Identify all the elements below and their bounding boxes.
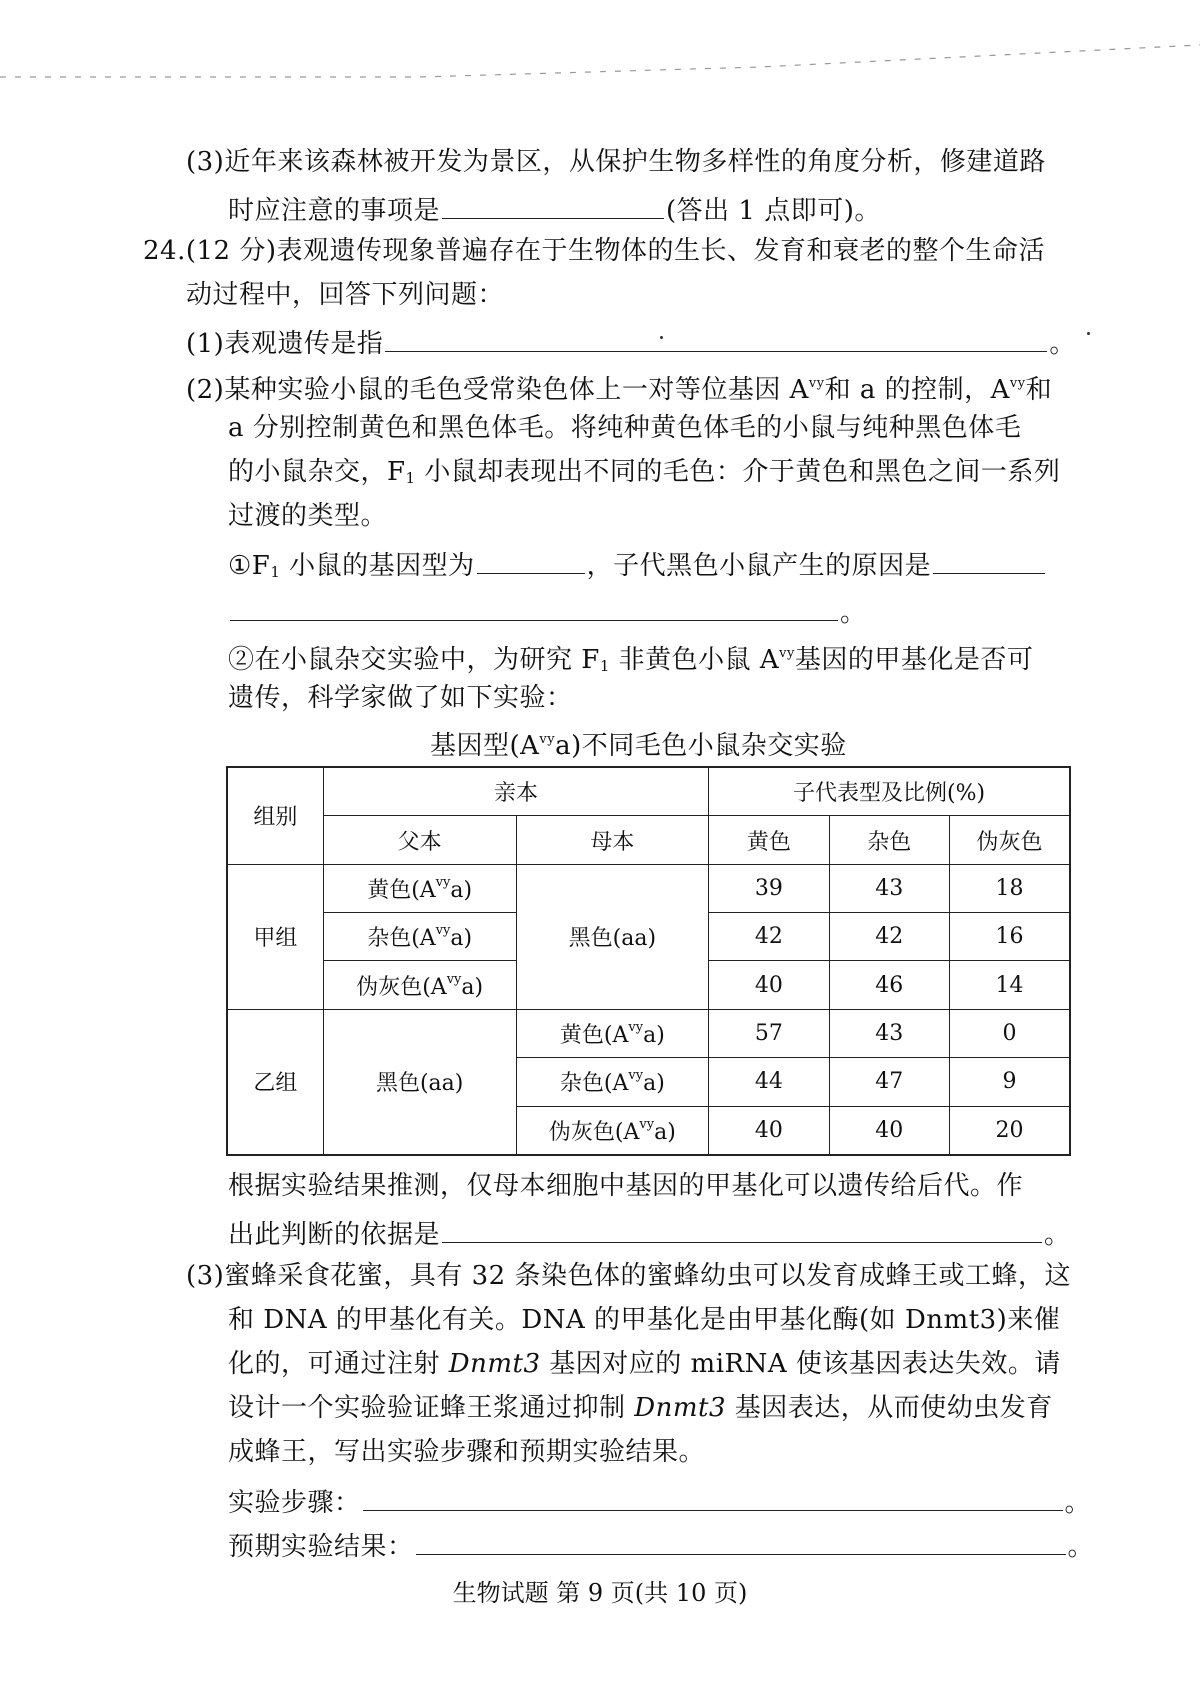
- table-row: [227, 864, 1070, 912]
- answer-blank-result[interactable]: [416, 1524, 1066, 1555]
- header-father: 父本: [323, 816, 516, 864]
- superscript: vy: [446, 971, 462, 987]
- text: 基因型(A: [430, 731, 540, 761]
- cell-value: 40: [709, 961, 829, 1009]
- text: 伪灰色(A: [356, 974, 447, 1000]
- text: 化的，可通过注射: [228, 1349, 449, 1379]
- text: 和 a 的控制，A: [824, 375, 1010, 405]
- text: 的小鼠杂交，F: [228, 457, 406, 487]
- answer-blank-q24-1[interactable]: [385, 321, 1047, 352]
- text: 黄色(A: [367, 877, 436, 903]
- superscript: vy: [808, 376, 825, 391]
- cell-value: 9: [950, 1058, 1070, 1106]
- answer-blank-basis[interactable]: [442, 1212, 1042, 1243]
- text: 出此判断的依据是: [228, 1220, 441, 1250]
- text: a)不同毛色小鼠杂交实验: [555, 731, 847, 761]
- q24-3-line1: (3)蜜蜂采食花蜜，具有 32 条染色体的蜜蜂幼虫可以发育成蜂王或工蜂，这: [186, 1261, 1071, 1291]
- q24-1-post: 。: [1049, 329, 1076, 359]
- q24-intro2: 动过程中，回答下列问题：: [186, 280, 505, 310]
- q24-3-line2: 和 DNA 的甲基化有关。DNA 的甲基化是由甲基化酶(如 Dnmt3)来催: [228, 1305, 1061, 1335]
- q24-2-line1: [186, 366, 1052, 408]
- cell-value: 16: [950, 913, 1070, 961]
- q24-1: [186, 321, 1076, 362]
- text: 小鼠却表现出不同的毛色：介于黄色和黑色之间一系列: [415, 457, 1061, 487]
- q24-2-line4: 过渡的类型。: [228, 501, 388, 531]
- answer-blank-reason[interactable]: [933, 543, 1045, 574]
- text: 。: [1044, 1220, 1071, 1250]
- conclusion-line1: 根据实验结果推测，仅母本细胞中基因的甲基化可以遗传给后代。作: [228, 1171, 1024, 1201]
- cell-value: 40: [709, 1106, 829, 1155]
- conclusion-line2: [228, 1212, 1071, 1253]
- text: 基因对应的 miRNA 使该基因表达失效。请: [540, 1349, 1061, 1379]
- group-b-name: 乙组: [227, 1009, 323, 1155]
- superscript: vy: [779, 646, 795, 661]
- superscript: vy: [1009, 376, 1026, 391]
- cell-value: 14: [950, 961, 1070, 1009]
- group-b-mother-1: [516, 1009, 709, 1057]
- page-footer: 生物试题 第 9 页(共 10 页): [452, 1579, 748, 1607]
- scan-speck: [660, 336, 663, 339]
- cell-value: 47: [829, 1058, 949, 1106]
- superscript: vy: [628, 1068, 644, 1084]
- q24-1-pre: (1)表观遗传是指: [186, 329, 384, 359]
- q24-2-sub1: [228, 543, 1047, 590]
- subscript: 1: [405, 469, 416, 487]
- scan-dashed-edge: [0, 25, 1200, 85]
- cell-value: 57: [709, 1009, 829, 1057]
- header-mother: 母本: [516, 816, 709, 864]
- q24-2-line2: a 分别控制黄色和黑色体毛。将纯种黄色体毛的小鼠与纯种黑色体毛: [228, 413, 1022, 443]
- superscript: vy: [435, 923, 451, 939]
- cell-value: 46: [829, 961, 949, 1009]
- text: a): [643, 1022, 665, 1048]
- scan-speck: [1087, 332, 1090, 335]
- experiment-table: [226, 766, 1071, 1156]
- text: ，子代黑色小鼠产生的原因是: [586, 551, 932, 581]
- text: 基因的甲基化是否可: [794, 645, 1034, 675]
- steps-label: 实验步骤：: [228, 1488, 361, 1518]
- header-yellow: 黄色: [709, 816, 829, 864]
- text: 非黄色小鼠 A: [609, 645, 780, 675]
- text: a): [643, 1071, 665, 1097]
- superscript: vy: [628, 1019, 644, 1035]
- q24-2-sub2-line1: [228, 636, 1033, 684]
- steps-line: [228, 1480, 1091, 1521]
- result-label: 预期实验结果：: [228, 1532, 414, 1562]
- gene-name: Dnmt3: [634, 1393, 727, 1423]
- superscript: vy: [639, 1116, 655, 1132]
- text: 伪灰色(A: [548, 1119, 640, 1145]
- cell-value: 42: [829, 913, 949, 961]
- text: 黄色(A: [559, 1022, 629, 1048]
- text: 基因表达，从而使幼虫发育: [726, 1393, 1053, 1423]
- cell-value: 43: [829, 1009, 949, 1057]
- superscript: vy: [539, 732, 556, 747]
- text: a): [450, 877, 473, 903]
- subscript: 1: [599, 657, 610, 675]
- group-a-mother: 黑色(aa): [516, 864, 709, 1009]
- group-a-father-2: [323, 913, 516, 961]
- cell-value: 0: [950, 1009, 1070, 1057]
- header-offspring: 子代表型及比例(%): [709, 767, 1070, 816]
- cell-value: 44: [709, 1058, 829, 1106]
- q24-3-line5: 成蜂王，写出实验步骤和预期实验结果。: [228, 1437, 706, 1467]
- q23-3-line1: (3)近年来该森林被开发为景区，从保护生物多样性的角度分析，修建道路: [186, 147, 1046, 177]
- superscript: vy: [435, 874, 451, 890]
- group-a-name: 甲组: [227, 864, 323, 1009]
- subscript: 1: [270, 563, 281, 581]
- answer-blank-q23-3[interactable]: [442, 188, 664, 219]
- q24-2-line3: [228, 454, 1060, 496]
- text: a): [450, 926, 473, 952]
- text: ①F: [228, 551, 271, 581]
- answer-blank-steps[interactable]: [363, 1480, 1063, 1511]
- gene-name: Dnmt3: [448, 1349, 541, 1379]
- text: 。: [1064, 1488, 1092, 1518]
- text: 杂色(A: [367, 926, 436, 952]
- group-b-father: 黑色(aa): [323, 1009, 516, 1155]
- q23-3-line2-pre: 时应注意的事项是: [228, 196, 441, 226]
- q24-intro1: 24.(12 分)表观遗传现象普遍存在于生物体的生长、发育和衰老的整个生命活: [143, 236, 1045, 266]
- q23-3-line2-post: (答出 1 点即可)。: [666, 196, 881, 226]
- cell-value: 20: [950, 1106, 1070, 1155]
- header-mixed: 杂色: [829, 816, 949, 864]
- text: 。: [1067, 1532, 1095, 1562]
- group-b-mother-2: [516, 1058, 709, 1106]
- answer-blank-genotype[interactable]: [477, 543, 585, 574]
- cell-value: 42: [709, 913, 829, 961]
- table-title: [430, 722, 847, 764]
- q23-3-line2: [228, 188, 881, 229]
- text: a): [461, 974, 484, 1000]
- text: a): [654, 1119, 676, 1145]
- cell-value: 39: [709, 864, 829, 912]
- cell-value: 43: [829, 864, 949, 912]
- result-line: [228, 1524, 1094, 1565]
- text: 设计一个实验验证蜂王浆通过抑制: [228, 1393, 635, 1423]
- header-parents: 亲本: [323, 767, 708, 816]
- text: 。: [840, 598, 867, 628]
- group-a-father-3: [323, 961, 516, 1009]
- group-b-mother-3: [516, 1106, 709, 1155]
- text: 和: [1025, 375, 1053, 405]
- text: 杂色(A: [559, 1071, 629, 1097]
- group-a-father-1: [323, 864, 516, 912]
- q24-3-line4: [228, 1390, 1053, 1426]
- table-row: [227, 1009, 1070, 1057]
- q24-3-line3: [228, 1346, 1061, 1382]
- text: ②在小鼠杂交实验中，为研究 F: [228, 645, 600, 675]
- answer-blank-reason-cont[interactable]: [230, 590, 838, 621]
- text: (2)某种实验小鼠的毛色受常染色体上一对等位基因 A: [186, 375, 809, 405]
- cell-value: 40: [829, 1106, 949, 1155]
- cell-value: 18: [950, 864, 1070, 912]
- q24-2-sub1-cont: [228, 590, 867, 631]
- text: 小鼠的基因型为: [280, 551, 475, 581]
- header-grey: 伪灰色: [950, 816, 1070, 864]
- q24-2-sub2-line2: 遗传，科学家做了如下实验：: [228, 683, 573, 713]
- header-group: 组别: [227, 767, 323, 864]
